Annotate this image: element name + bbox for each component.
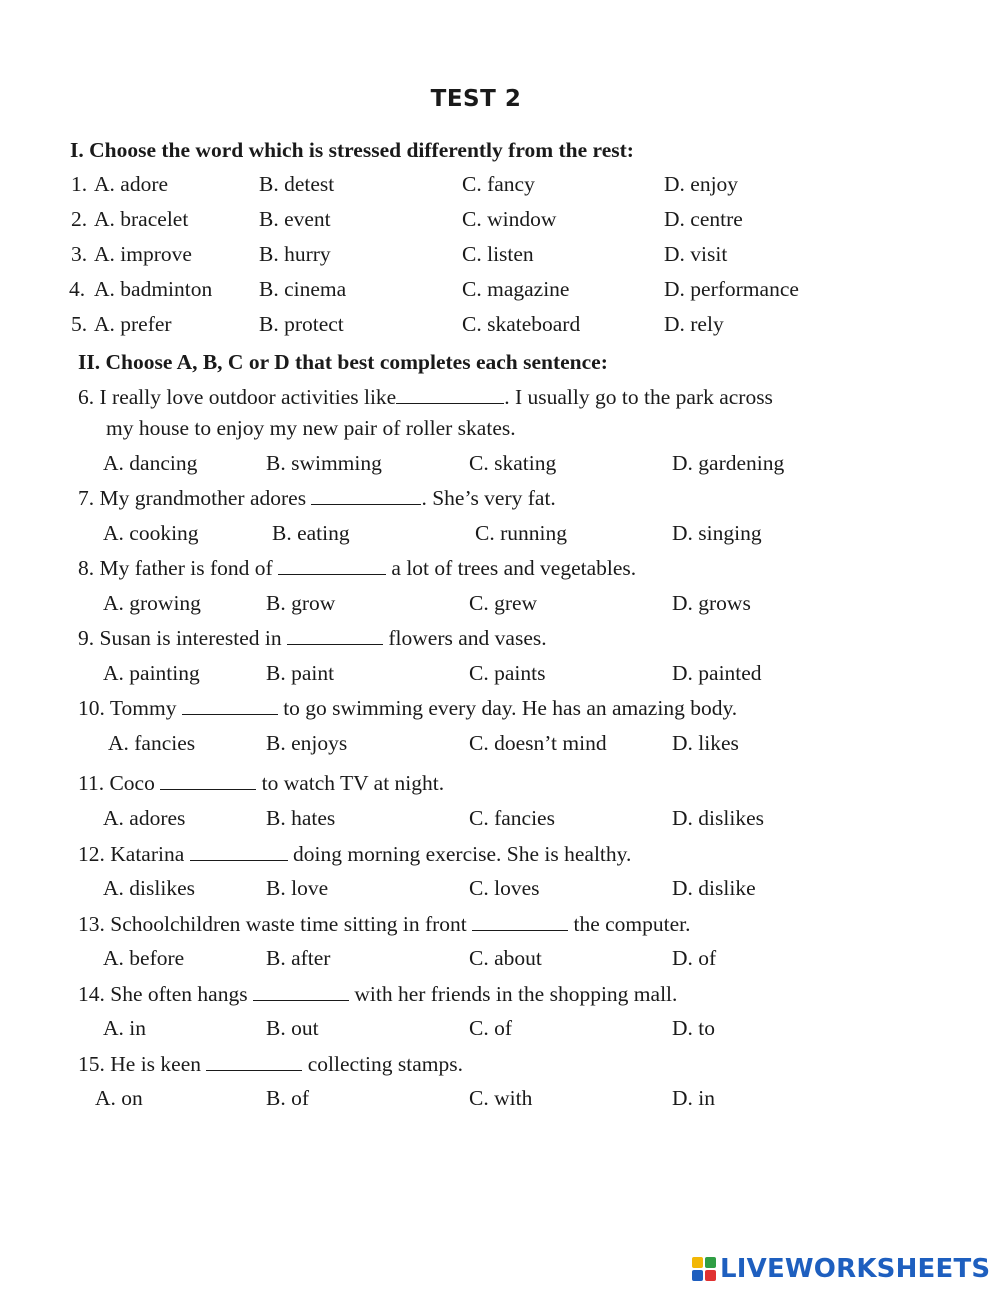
question-13: [78, 912, 691, 937]
option-c[interactable]: C. fancies: [469, 806, 555, 830]
answer-blank[interactable]: [472, 914, 568, 931]
item-number: 2.: [71, 207, 88, 231]
question-text: 15. He is keen: [78, 1052, 207, 1076]
item-number: 3.: [71, 242, 88, 266]
question-text: 6. I really love outdoor activities like: [78, 385, 397, 409]
option-d[interactable]: D. grows: [672, 591, 751, 615]
question-14-options: [0, 1016, 1000, 1046]
question-text: doing morning exercise. She is healthy.: [287, 842, 632, 866]
option-d[interactable]: D. gardening: [672, 451, 785, 475]
answer-blank[interactable]: [206, 1054, 302, 1071]
question-12-options: [0, 876, 1000, 906]
answer-blank[interactable]: [278, 558, 386, 575]
option-c[interactable]: C. grew: [469, 591, 538, 615]
question-7-options: [0, 521, 1000, 551]
option-a[interactable]: A. growing: [103, 591, 201, 615]
option-d[interactable]: D. dislike: [672, 876, 756, 900]
option-d[interactable]: D. rely: [664, 312, 724, 336]
option-b[interactable]: B. detest: [259, 172, 335, 196]
question-9: [78, 626, 547, 651]
question-text: 14. She often hangs: [78, 982, 253, 1006]
option-c[interactable]: C. skateboard: [462, 312, 581, 336]
item-number: 5.: [71, 312, 88, 336]
option-d[interactable]: D. enjoy: [664, 172, 739, 196]
option-b[interactable]: B. of: [266, 1086, 309, 1110]
question-text: 11. Coco: [78, 771, 161, 795]
option-b[interactable]: B. after: [266, 946, 331, 970]
question-text: to watch TV at night.: [256, 771, 445, 795]
question-text: . I usually go to the park across: [504, 385, 773, 409]
option-c[interactable]: C. paints: [469, 661, 546, 685]
answer-blank[interactable]: [160, 773, 256, 790]
question-6-line-2: my house to enjoy my new pair of roller skates.: [106, 416, 516, 440]
option-d[interactable]: D. of: [672, 946, 717, 970]
option-c[interactable]: C. with: [469, 1086, 533, 1110]
option-c[interactable]: C. of: [469, 1016, 512, 1040]
question-text: . She’s very fat.: [421, 486, 556, 510]
question-text: 13. Schoolchildren waste time sitting in front: [78, 912, 473, 936]
question-8: [78, 556, 636, 581]
option-b[interactable]: B. event: [259, 207, 331, 231]
option-a[interactable]: A. improve: [94, 242, 192, 266]
option-b[interactable]: B. hurry: [259, 242, 331, 266]
option-a[interactable]: A. badminton: [94, 277, 213, 301]
liveworksheets-logo: [692, 1254, 990, 1284]
option-a[interactable]: A. dislikes: [103, 876, 195, 900]
question-7: [78, 486, 556, 511]
option-c[interactable]: C. doesn’t mind: [469, 731, 607, 755]
answer-blank[interactable]: [287, 628, 383, 645]
stress-row-4: [0, 277, 1000, 307]
question-text: flowers and vases.: [383, 626, 547, 650]
question-11-options: [0, 806, 1000, 836]
option-d[interactable]: D. singing: [672, 521, 762, 545]
question-text: a lot of trees and vegetables.: [386, 556, 637, 580]
option-a[interactable]: A. on: [95, 1086, 143, 1110]
option-b[interactable]: B. eating: [272, 521, 350, 545]
question-text: with her friends in the shopping mall.: [348, 982, 678, 1006]
option-b[interactable]: B. hates: [266, 806, 336, 830]
option-b[interactable]: B. enjoys: [266, 731, 348, 755]
question-12: [78, 842, 631, 867]
option-d[interactable]: D. visit: [664, 242, 728, 266]
stress-row-2: [0, 207, 1000, 237]
option-a[interactable]: A. adores: [103, 806, 186, 830]
answer-blank[interactable]: [311, 488, 421, 505]
question-text: 7. My grandmother adores: [78, 486, 312, 510]
item-number: 1.: [71, 172, 88, 196]
question-text: to go swimming every day. He has an amazing body.: [277, 696, 738, 720]
page-title: TEST 2: [430, 86, 522, 112]
question-15-options: [0, 1086, 1000, 1116]
option-c[interactable]: C. skating: [469, 451, 557, 475]
option-b[interactable]: B. love: [266, 876, 329, 900]
stress-row-5: [0, 312, 1000, 342]
stress-row-3: [0, 242, 1000, 272]
question-13-options: [0, 946, 1000, 976]
option-a[interactable]: A. before: [103, 946, 185, 970]
question-15: [78, 1052, 463, 1077]
question-10: [78, 696, 737, 721]
option-b[interactable]: B. grow: [266, 591, 336, 615]
answer-blank[interactable]: [396, 387, 504, 404]
question-6-line-1: [78, 385, 773, 410]
section-1-heading: I. Choose the word which is stressed differently from the rest:: [70, 138, 634, 162]
option-d[interactable]: D. performance: [664, 277, 799, 301]
question-text: 12. Katarina: [78, 842, 190, 866]
question-11: [78, 771, 444, 796]
option-b[interactable]: B. out: [266, 1016, 319, 1040]
logo-text: LIVEWORKSHEETS: [720, 1254, 991, 1284]
option-a[interactable]: A. prefer: [94, 312, 172, 336]
stress-row-1: [0, 172, 1000, 202]
option-d[interactable]: D. dislikes: [672, 806, 764, 830]
option-c[interactable]: C. fancy: [462, 172, 535, 196]
option-a[interactable]: A. painting: [103, 661, 200, 685]
question-10-options: [0, 731, 1000, 761]
option-b[interactable]: B. cinema: [259, 277, 347, 301]
question-14: [78, 982, 677, 1007]
option-a[interactable]: A. dancing: [103, 451, 198, 475]
section-2-heading: II. Choose A, B, C or D that best completes each sentence:: [78, 350, 608, 374]
option-c[interactable]: C. window: [462, 207, 557, 231]
option-b[interactable]: B. paint: [266, 661, 335, 685]
question-text: 8. My father is fond of: [78, 556, 279, 580]
question-text: 10. Tommy: [78, 696, 182, 720]
answer-blank[interactable]: [190, 844, 288, 861]
option-d[interactable]: D. centre: [664, 207, 743, 231]
option-c[interactable]: C. running: [475, 521, 567, 545]
question-8-options: [0, 591, 1000, 621]
option-d[interactable]: D. to: [672, 1016, 715, 1040]
question-9-options: [0, 661, 1000, 691]
option-a[interactable]: A. cooking: [103, 521, 199, 545]
question-6-options: [0, 451, 1000, 481]
option-a[interactable]: A. adore: [94, 172, 169, 196]
option-c[interactable]: C. magazine: [462, 277, 570, 301]
option-c[interactable]: C. about: [469, 946, 542, 970]
option-b[interactable]: B. swimming: [266, 451, 382, 475]
option-a[interactable]: A. bracelet: [94, 207, 189, 231]
option-c[interactable]: C. loves: [469, 876, 540, 900]
answer-blank[interactable]: [182, 698, 278, 715]
question-text: 9. Susan is interested in: [78, 626, 288, 650]
question-text: collecting stamps.: [302, 1052, 463, 1076]
question-text: the computer.: [568, 912, 691, 936]
answer-blank[interactable]: [253, 984, 349, 1001]
option-d[interactable]: D. painted: [672, 661, 762, 685]
liveworksheets-logo-icon: [692, 1257, 716, 1281]
option-d[interactable]: D. likes: [672, 731, 739, 755]
item-number: 4.: [69, 277, 86, 301]
option-a[interactable]: A. in: [103, 1016, 146, 1040]
option-a[interactable]: A. fancies: [108, 731, 196, 755]
option-d[interactable]: D. in: [672, 1086, 715, 1110]
option-b[interactable]: B. protect: [259, 312, 344, 336]
option-c[interactable]: C. listen: [462, 242, 534, 266]
